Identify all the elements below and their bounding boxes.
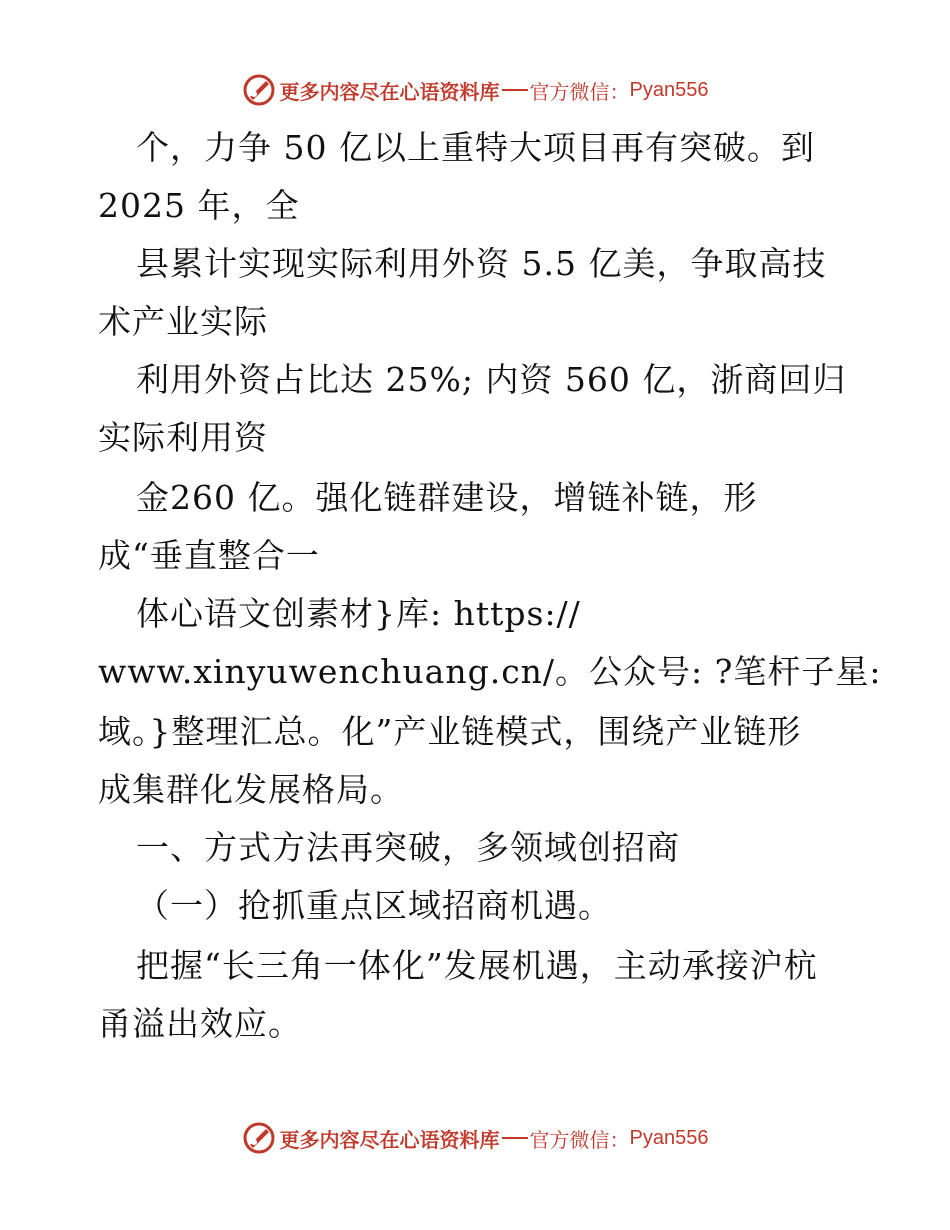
- section-heading: 一、方式方法再突破，多领域创招商: [136, 828, 680, 867]
- header-banner: [0, 70, 950, 110]
- footer-banner: [0, 1118, 950, 1158]
- body-line: 利用外资占比达 25%; 内资 560 亿，浙商回归: [136, 360, 847, 399]
- footer-banner-text: 更多内容尽在心语资料库: [279, 1127, 500, 1152]
- brush-logo-icon: [242, 73, 276, 107]
- body-line: 域。}整理汇总。化”产业链模式，围绕产业链形: [98, 712, 802, 751]
- body-line: 实际利用资: [98, 418, 268, 457]
- body-line: 甬溢出效应。: [98, 1004, 302, 1043]
- body-line: 个，力争 50 亿以上重特大项目再有突破。到: [136, 128, 815, 167]
- header-banner-wechat: 官方微信：: [529, 79, 630, 104]
- body-line: 金260 亿。强化链群建设，增链补链，形: [136, 478, 758, 517]
- body-line: 成集群化发展格局。: [98, 770, 404, 809]
- brush-logo-icon: [242, 1121, 276, 1155]
- header-banner-text: 更多内容尽在心语资料库: [279, 79, 500, 104]
- body-line: 2025 年，全: [98, 186, 300, 225]
- footer-banner-dash: [502, 1137, 528, 1139]
- body-line: 体心语文创素材}库: https://: [136, 594, 581, 633]
- footer-banner-id: Pyan556: [629, 1126, 709, 1149]
- header-banner-id: Pyan556: [629, 78, 709, 101]
- header-banner-dash: [502, 89, 528, 91]
- body-line: 术产业实际: [98, 302, 268, 341]
- footer-banner-wechat: 官方微信：: [529, 1127, 630, 1152]
- body-line: www.xinyuwenchuang.cn/。公众号: ?笔杆子星:: [98, 652, 882, 691]
- subsection-heading: （一）抢抓重点区域招商机遇。: [136, 886, 612, 925]
- body-line: 把握“长三角一体化”发展机遇，主动承接沪杭: [136, 946, 818, 985]
- body-line: 县累计实现实际利用外资 5.5 亿美，争取高技: [136, 244, 827, 283]
- body-line: 成“垂直整合一: [98, 536, 320, 575]
